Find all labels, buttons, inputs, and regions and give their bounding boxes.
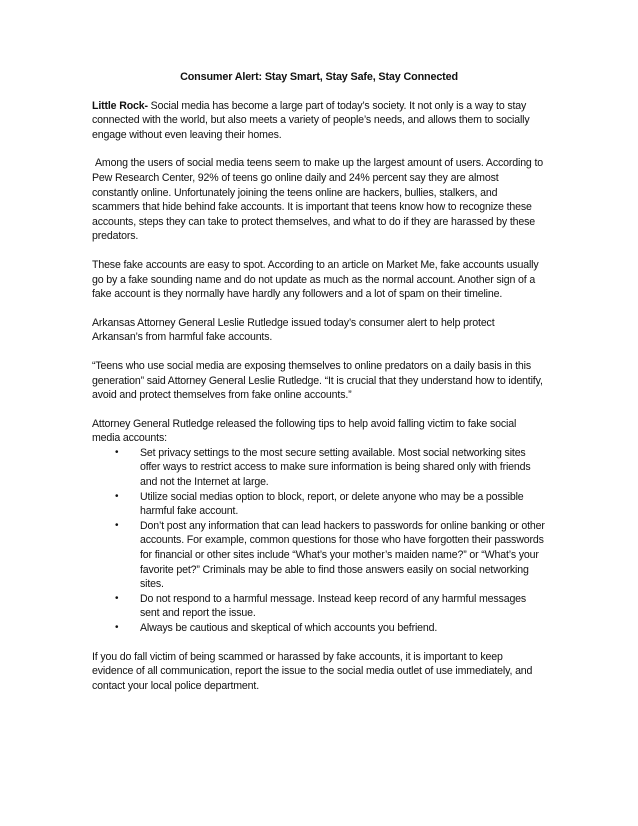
tip-text: Do not respond to a harmful message. Instead keep record of any harmful messages sent and report the issue.	[140, 592, 527, 620]
list-item	[115, 592, 546, 621]
dateline: Little Rock-	[92, 99, 148, 112]
paragraph-fake-accounts: These fake accounts are easy to spot. According to an article on Market Me, fake accounts usually go by a fake sounding name and do not update as much as the normal account. Another sign of a fake account is they normally have hardly any followers and a lot of spam on their timeline.	[92, 258, 539, 301]
tip-text: Don’t post any information that can lead hackers to passwords for online banking or other accounts. For example, common questions for those who have forgotten their passwords for financial or other sites include “What’s your mother’s maiden name?” or “What’s your favorite pet?” Criminals may be able to find those answers easily on social networking sites.	[140, 519, 545, 591]
intro-text: Social media has become a large part of today’s society. It not only is a way to stay connected with the world, but also meets a variety of people’s needs, and allows them to socially engage without even leaving their homes.	[92, 99, 530, 141]
paragraph-quote: “Teens who use social media are exposing themselves to online predators on a daily basis in this generation” said Attorney General Leslie Rutledge. “It is crucial that they understand how to identify, avoid and protect themselves from fake online accounts.”	[92, 359, 543, 402]
list-item	[115, 621, 546, 636]
tips-list	[92, 446, 546, 636]
document-title: Consumer Alert: Stay Smart, Stay Safe, Stay Connected	[180, 71, 458, 83]
paragraph-attorney-general: Arkansas Attorney General Leslie Rutledge issued today’s consumer alert to help protect Arkansan’s from harmful fake accounts.	[92, 316, 495, 344]
intro-paragraph	[92, 99, 546, 143]
tip-text: Set privacy settings to the most secure setting available. Most social networking sites offer ways to restrict access to make sure information is being shared only with friends and not the Internet at large.	[140, 446, 531, 489]
list-item	[115, 446, 546, 490]
list-item	[115, 519, 546, 592]
tip-text: Always be cautious and skeptical of which accounts you befriend.	[140, 622, 438, 634]
bullet-icon: •	[115, 622, 119, 633]
paragraph-statistics: Among the users of social media teens seem to make up the largest amount of users. According to Pew Research Center, 92% of teens go online daily and 24% percent say they are almost constantly online. Unfortunately joining the teens online are hackers, bullies, stalkers, and scammers that hide behind fake accounts. It is important that teens know how to recognize these accounts, steps they can take to protect themselves, and what to do if they are harassed by these predators.	[92, 157, 544, 243]
bullet-icon: •	[115, 592, 119, 604]
closing-paragraph: If you do fall victim of being scammed or harassed by fake accounts, it is important to keep evidence of all communication, report the issue to the social media outlet of use immediately, and contact your local police department.	[92, 650, 533, 692]
bullet-icon: •	[115, 446, 119, 458]
bullet-icon: •	[115, 519, 119, 531]
bullet-icon: •	[115, 490, 119, 502]
tip-text: Utilize social medias option to block, report, or delete anyone who may be a possible harmful fake account.	[140, 490, 524, 518]
paragraph-tips-intro: Attorney General Rutledge released the following tips to help avoid falling victim to fake social media accounts:	[92, 417, 517, 445]
list-item	[115, 490, 546, 519]
